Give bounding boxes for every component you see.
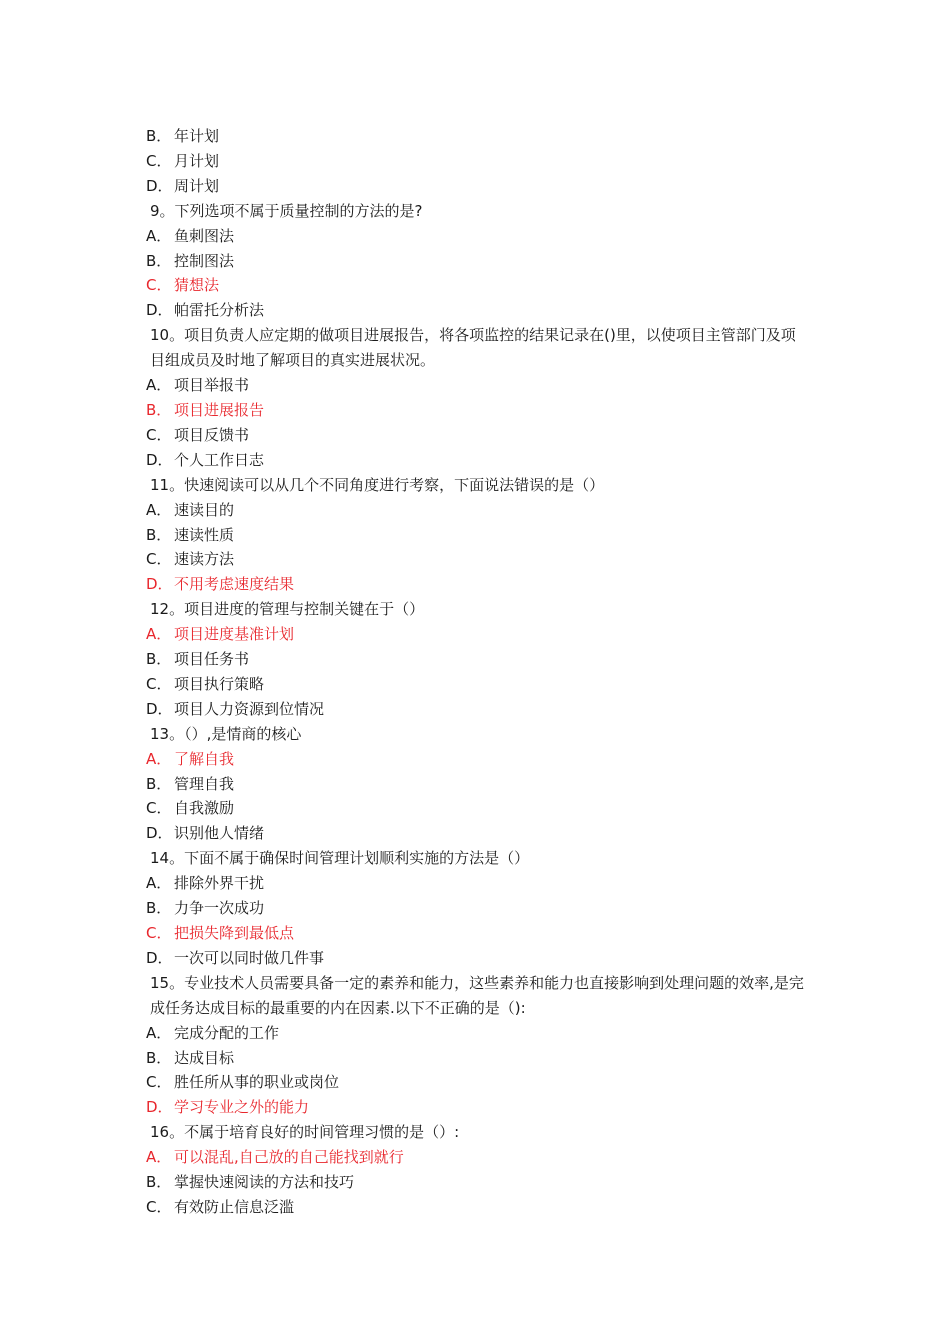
option-text: 学习专业之外的能力: [174, 1098, 310, 1117]
option-line: [146, 1021, 810, 1046]
option-label: B．: [146, 1048, 172, 1067]
option-text: 有效防止信息泛滥: [174, 1197, 295, 1216]
option-label: D．: [146, 450, 173, 469]
option-text: 月计划: [174, 151, 220, 170]
question-stem: 13。（）,是情商的核心: [150, 724, 302, 743]
option-label: B．: [146, 400, 172, 419]
option-text: 一次可以同时做几件事: [174, 948, 325, 967]
option-label: C．: [146, 550, 172, 569]
option-label: B．: [146, 525, 172, 544]
option-text: 年计划: [174, 127, 220, 145]
option-line: [146, 1070, 810, 1095]
option-text: 周计划: [174, 176, 220, 195]
option-label: D．: [146, 1098, 173, 1117]
option-text: 排除外界干扰: [174, 874, 265, 893]
option-text: 识别他人情绪: [174, 824, 265, 843]
option-text: 个人工作日志: [174, 450, 265, 469]
option-label: C．: [146, 1197, 172, 1216]
option-text: 速读目的: [174, 500, 235, 519]
option-line: [146, 423, 810, 448]
option-label: B．: [146, 899, 172, 918]
option-text: 速读方法: [174, 550, 235, 569]
correct-option-line: [146, 622, 810, 647]
option-line: [146, 174, 810, 199]
option-line: [146, 373, 810, 398]
option-line: [146, 224, 810, 249]
option-label: D．: [146, 948, 173, 967]
option-text: 速读性质: [174, 525, 235, 544]
option-line: [146, 298, 810, 323]
option-label: C．: [146, 151, 172, 170]
option-line: [146, 672, 810, 697]
option-label: C．: [146, 276, 172, 295]
option-text: 完成分配的工作: [174, 1023, 280, 1042]
correct-option-line: [146, 747, 810, 772]
question-stem: 9。下列选项不属于质量控制的方法的是?: [150, 201, 423, 220]
question-stem: 16。不属于培育良好的时间管理习惯的是（）:: [150, 1123, 460, 1142]
option-text: 把损失降到最低点: [174, 924, 295, 942]
option-line: [146, 1170, 810, 1195]
option-text: 帕雷托分析法: [174, 301, 265, 320]
correct-option-line: [146, 1145, 810, 1170]
option-text: 力争一次成功: [174, 899, 265, 918]
option-label: C．: [146, 1073, 172, 1092]
question-stem: 15。专业技术人员需要具备一定的素养和能力，这些素养和能力也直接影响到处理问题的效率,是完成任务达成目标的最重要的内在因素.以下不正确的是（):: [150, 973, 804, 1017]
correct-option-line: [146, 1095, 810, 1120]
option-line: [146, 124, 810, 149]
option-label: D．: [146, 176, 173, 195]
option-text: 了解自我: [174, 749, 235, 768]
option-label: B．: [146, 127, 172, 145]
option-text: 胜任所从事的职业或岗位: [174, 1073, 340, 1092]
option-label: A．: [146, 1148, 172, 1167]
question-stem: 14。下面不属于确保时间管理计划顺利实施的方法是（）: [150, 849, 530, 868]
option-label: B．: [146, 1173, 172, 1192]
option-text: 项目人力资源到位情况: [174, 699, 325, 718]
option-label: C．: [146, 924, 172, 942]
option-text: 达成目标: [174, 1048, 235, 1067]
option-label: D．: [146, 575, 173, 594]
option-label: B．: [146, 251, 172, 270]
option-text: 鱼刺图法: [174, 226, 235, 245]
option-text: 项目任务书: [174, 650, 250, 669]
option-line: [146, 647, 810, 672]
option-text: 自我激励: [174, 799, 235, 818]
option-label: A．: [146, 500, 172, 519]
option-text: 项目进展报告: [174, 400, 265, 419]
correct-option-line: [146, 273, 810, 298]
option-label: C．: [146, 425, 172, 444]
option-line: [146, 547, 810, 572]
correct-option-line: [146, 572, 810, 597]
option-label: C．: [146, 674, 172, 693]
option-label: A．: [146, 625, 172, 644]
option-label: D．: [146, 824, 173, 843]
option-line: [146, 1195, 810, 1220]
option-line: [146, 523, 810, 548]
option-line: [146, 1046, 810, 1071]
question-stem: 10。项目负责人应定期的做项目进展报告，将各项监控的结果记录在()里，以使项目主管部门及项目组成员及时地了解项目的真实进展状况。: [150, 326, 796, 370]
question-stem: 11。快速阅读可以从几个不同角度进行考察，下面说法错误的是（）: [150, 475, 605, 494]
option-text: 项目举报书: [174, 376, 250, 395]
option-line: [146, 697, 810, 722]
option-text: 项目反馈书: [174, 425, 250, 444]
option-line: [146, 448, 810, 473]
option-label: A．: [146, 1023, 172, 1042]
option-text: 可以混乱,自己放的自己能找到就行: [174, 1148, 404, 1167]
option-text: 控制图法: [174, 251, 235, 270]
option-label: A．: [146, 874, 172, 893]
option-text: 不用考虑速度结果: [174, 575, 295, 594]
option-text: 项目执行策略: [174, 674, 265, 693]
option-text: 猜想法: [174, 276, 220, 295]
option-label: D．: [146, 301, 173, 320]
correct-option-line: [146, 921, 810, 946]
option-line: [146, 498, 810, 523]
option-label: A．: [146, 749, 172, 768]
option-line: [146, 772, 810, 797]
option-label: C．: [146, 799, 172, 818]
option-text: 项目进度基准计划: [174, 625, 295, 644]
option-label: B．: [146, 774, 172, 793]
option-label: D．: [146, 699, 173, 718]
option-label: A．: [146, 226, 172, 245]
correct-option-line: [146, 398, 810, 423]
option-line: [146, 871, 810, 896]
option-text: 管理自我: [174, 774, 235, 793]
option-line: [146, 149, 810, 174]
option-text: 掌握快速阅读的方法和技巧: [174, 1173, 355, 1192]
option-line: [146, 796, 810, 821]
question-stem: 12。项目进度的管理与控制关键在于（）: [150, 600, 425, 619]
option-line: [146, 821, 810, 846]
option-line: [146, 896, 810, 921]
option-line: [146, 249, 810, 274]
option-label: A．: [146, 376, 172, 395]
option-label: B．: [146, 650, 172, 669]
option-line: [146, 946, 810, 971]
